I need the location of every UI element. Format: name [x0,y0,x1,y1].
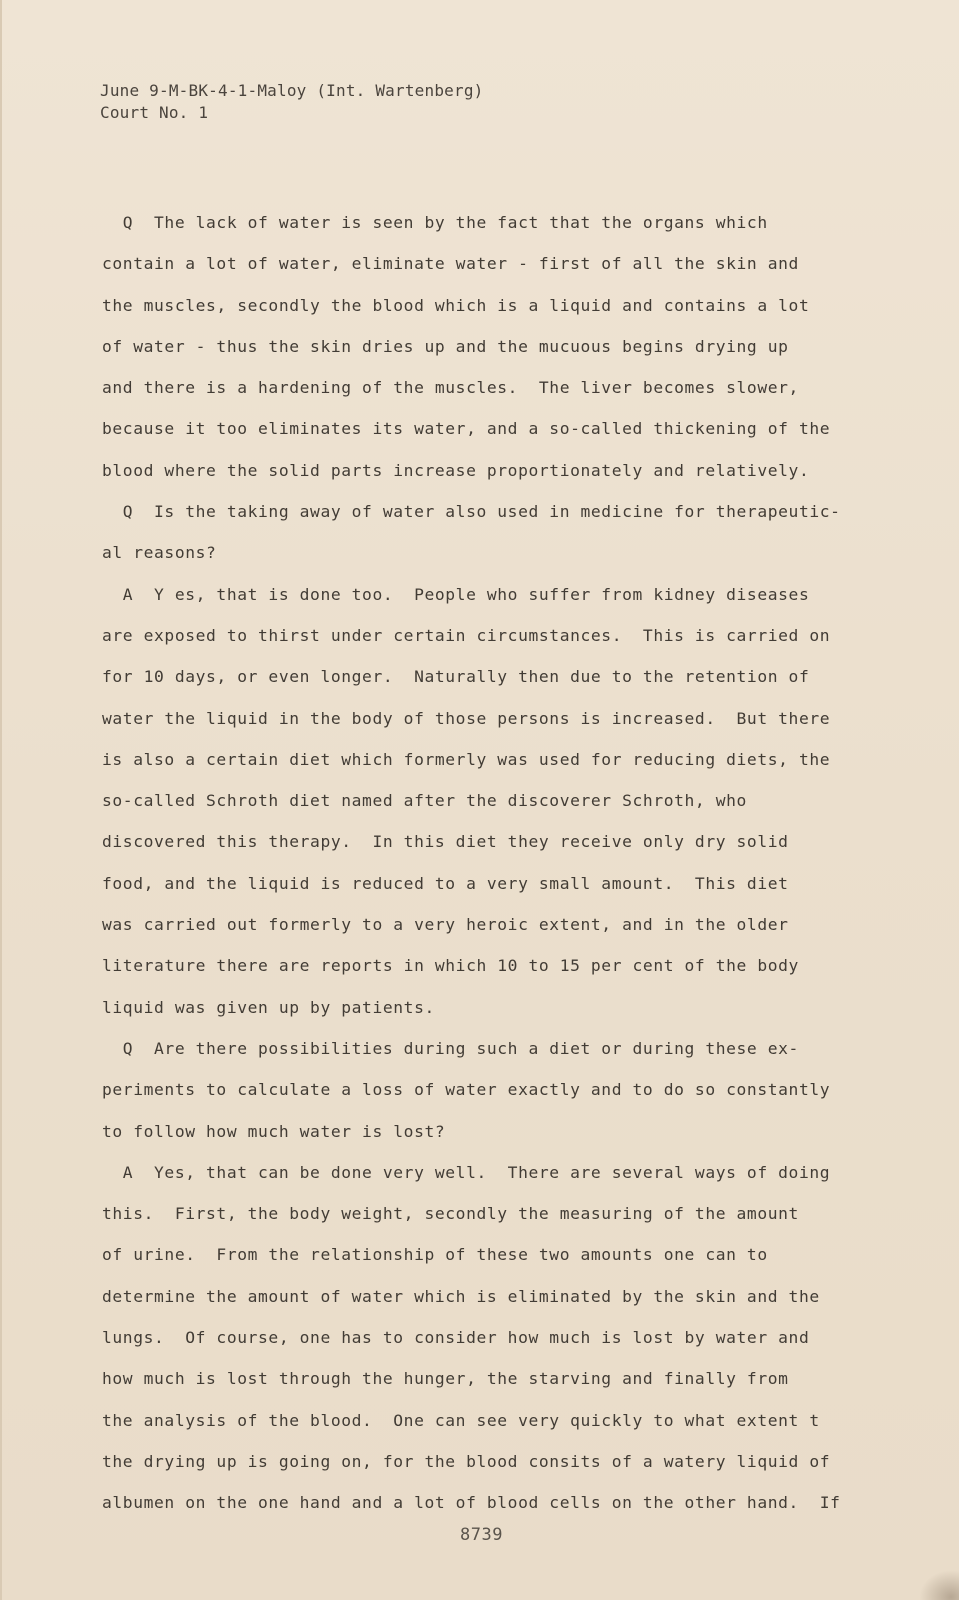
transcript-line: discovered this therapy. In this diet they receive only dry solid [102,832,789,852]
transcript-line: the muscles, secondly the blood which is a liquid and contains a lot [102,295,810,315]
transcript-line: al reasons? [102,543,217,563]
transcript-line: was carried out formerly to a very heroic extent, and in the older [102,915,789,935]
transcript-line: to follow how much water is lost? [102,1121,446,1141]
transcript-line: water the liquid in the body of those persons is increased. But there [102,708,831,728]
document-header [100,80,483,124]
header-court-line: Court No. 1 [100,103,209,122]
transcript-line: literature there are reports in which 10 to 15 per cent of the body [102,956,799,976]
page-number: 8739 [460,1525,503,1545]
transcript-line: the analysis of the blood. One can see very quickly to what extent t [102,1410,820,1430]
transcript-line: and there is a hardening of the muscles. The liver becomes slower, [102,378,799,398]
transcript-body [102,202,842,1524]
transcript-line: how much is lost through the hunger, the starving and finally from [102,1369,789,1389]
transcript-line: of water - thus the skin dries up and the mucuous begins drying up [102,336,789,356]
transcript-line: periments to calculate a loss of water exactly and to do so constantly [102,1080,831,1100]
transcript-line: Q Are there possibilities during such a diet or during these ex- [102,1038,799,1058]
transcript-line: food, and the liquid is reduced to a very small amount. This diet [102,873,789,893]
transcript-line: liquid was given up by patients. [102,997,435,1017]
transcript-line: A Yes, that can be done very well. There are several ways of doing [102,1162,831,1182]
transcript-line: this. First, the body weight, secondly the measuring of the amount [102,1204,799,1224]
transcript-line: contain a lot of water, eliminate water - first of all the skin and [102,254,799,274]
transcript-line: of urine. From the relationship of these two amounts one can to [102,1245,768,1265]
transcript-line: is also a certain diet which formerly was used for reducing diets, the [102,749,831,769]
transcript-line: determine the amount of water which is eliminated by the skin and the [102,1286,820,1306]
transcript-line: the drying up is going on, for the blood consits of a watery liquid of [102,1451,831,1471]
transcript-line: for 10 days, or even longer. Naturally then due to the retention of [102,667,810,687]
corner-smudge [919,1570,959,1600]
transcript-line: A Y es, that is done too. People who suffer from kidney diseases [102,584,810,604]
transcript-line: so-called Schroth diet named after the discoverer Schroth, who [102,791,747,811]
transcript-line: albumen on the one hand and a lot of blood cells on the other hand. If [102,1493,841,1513]
transcript-line: Q Is the taking away of water also used in medicine for therapeutic- [102,502,841,522]
transcript-line: because it too eliminates its water, and a so-called thickening of the [102,419,831,439]
transcript-line: are exposed to thirst under certain circumstances. This is carried on [102,625,831,645]
header-reference-line: June 9-M-BK-4-1-Maloy (Int. Wartenberg) [100,81,484,100]
transcript-line: Q The lack of water is seen by the fact that the organs which [102,213,768,232]
transcript-line: blood where the solid parts increase proportionately and relatively. [102,460,810,480]
transcript-line: lungs. Of course, one has to consider how much is lost by water and [102,1328,810,1348]
